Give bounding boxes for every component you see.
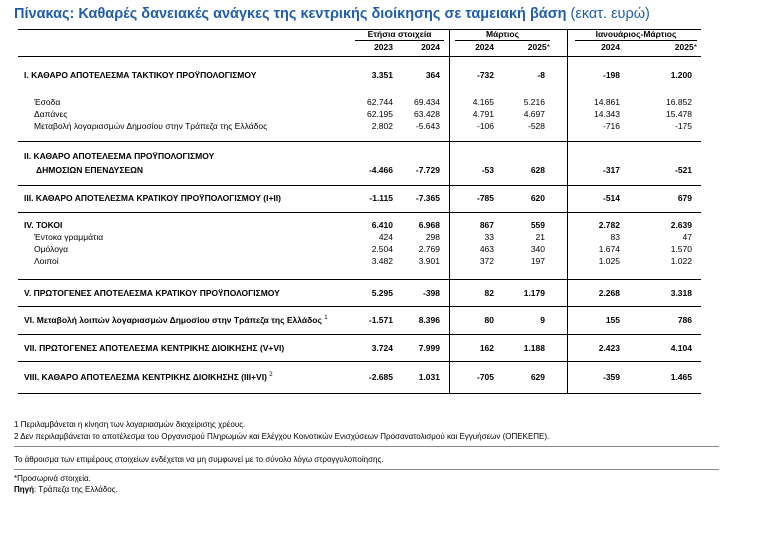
cell: -716 — [602, 121, 620, 131]
cell: 5.216 — [523, 97, 545, 107]
cell: -198 — [602, 70, 620, 80]
header-group-march: Μάρτιος — [455, 29, 550, 41]
cell: 867 — [479, 220, 494, 230]
cell: 14.343 — [594, 109, 620, 119]
cell: 559 — [530, 220, 545, 230]
cell: 3.901 — [418, 256, 440, 266]
cell: 197 — [530, 256, 545, 266]
cell: -5.643 — [415, 121, 440, 131]
footnote-2: 2 Δεν περιλαμβάνεται το αποτέλεσμα του Οργανισμού Πληρωμών και Ελέγχου Κοινοτικών Ενισχύσεων Προσανατολισμού και Εγγυήσεων (ΟΠΕΚΕΠΕ). — [14, 432, 550, 441]
cell: -785 — [476, 193, 494, 203]
cell: 3.482 — [371, 256, 393, 266]
row-label: Έντοκα γραμμάτια — [34, 232, 104, 242]
cell: 1.674 — [598, 244, 620, 254]
cell: 1.570 — [670, 244, 692, 254]
cell: -317 — [602, 165, 620, 175]
cell: -4.466 — [368, 165, 393, 175]
row-label: III. ΚΑΘΑΡΟ ΑΠΟΤΕΛΕΣΜΑ ΚΡΑΤΙΚΟΥ ΠΡΟΫΠΟΛΟΓΙΣΜΟΥ (I+II) — [24, 193, 281, 203]
cell: 1.188 — [523, 343, 545, 353]
column-separator — [449, 29, 450, 393]
row-label-text: VI. Μεταβολή λοιπών λογαριασμών Δημοσίου στην Τράπεζα της Ελλάδος — [24, 315, 322, 325]
source-label: Πηγή — [14, 485, 34, 494]
cell: 33 — [484, 232, 494, 242]
cell: 3.351 — [371, 70, 393, 80]
cell: 1.031 — [418, 372, 440, 382]
cell: 8.396 — [418, 315, 440, 325]
cell: 47 — [682, 232, 692, 242]
cell: -7.729 — [415, 165, 440, 175]
row-label — [24, 314, 328, 326]
cell: 2.504 — [371, 244, 393, 254]
notes-separator — [14, 446, 719, 447]
header-year: 2024 — [421, 42, 440, 52]
header-year: 2024 — [601, 42, 620, 52]
cell: 9 — [540, 315, 545, 325]
cell: -8 — [537, 70, 545, 80]
cell: -2.685 — [368, 372, 393, 382]
cell: -514 — [602, 193, 620, 203]
header-year-text: 2025 — [527, 42, 547, 52]
cell: -521 — [674, 165, 692, 175]
cell: 4.791 — [472, 109, 494, 119]
cell: -359 — [602, 372, 620, 382]
row-divider — [18, 306, 701, 307]
cell: 2.782 — [598, 220, 620, 230]
cell: 629 — [530, 372, 545, 382]
cell: 1.465 — [670, 372, 692, 382]
provisional-note: *Προσωρινά στοιχεία. — [14, 474, 91, 483]
cell: 15.478 — [666, 109, 692, 119]
cell: -1.115 — [369, 193, 393, 203]
cell: 298 — [425, 232, 440, 242]
cell: -175 — [674, 121, 692, 131]
header-year-text: 2025 — [674, 42, 694, 52]
cell: 628 — [530, 165, 545, 175]
row-divider — [18, 185, 701, 186]
title-unit: (εκατ. ευρώ) — [570, 6, 650, 22]
row-label: Μεταβολή λογαριασμών Δημοσίου στην Τράπεζα της Ελλάδος — [34, 121, 268, 131]
cell: 83 — [610, 232, 620, 242]
source-note — [14, 485, 118, 495]
header-group-jan-march: Ιανουάριος-Μάρτιος — [575, 29, 697, 41]
footnote-1: 1 Περιλαμβάνεται η κίνηση των λογαριασμών διαχείρισης χρέους. — [14, 420, 246, 429]
rounding-note: Το άθροισμα των επιμέρους στοιχείων ενδέχεται να μη συμφωνεί με το σύνολο λόγω στρογγυλοποίησης. — [14, 455, 384, 464]
cell: 14.861 — [594, 97, 620, 107]
row-label: Λοιποί — [34, 256, 59, 266]
row-label: VII. ΠΡΩΤΟΓΕΝΕΣ ΑΠΟΤΕΛΕΣΜΑ ΚΕΝΤΡΙΚΗΣ ΔΙΟΙΚΗΣΗΣ (V+VI) — [24, 343, 285, 353]
cell: 62.195 — [367, 109, 393, 119]
cell: 2.639 — [670, 220, 692, 230]
cell: 62.744 — [367, 97, 393, 107]
cell: 786 — [677, 315, 692, 325]
header-group-annual: Ετήσια στοιχεία — [355, 29, 444, 41]
cell: 1.025 — [598, 256, 620, 266]
header-bottom-rule — [18, 56, 701, 57]
row-label-line2: ΔΗΜΟΣΙΩΝ ΕΠΕΝΔΥΣΕΩΝ — [36, 165, 144, 175]
row-divider — [18, 361, 701, 362]
header-year-provisional: 2025* — [527, 42, 550, 52]
source-text: : Τράπεζα της Ελλάδος. — [34, 485, 118, 494]
row-divider — [18, 334, 701, 335]
row-label: Ομόλογα — [34, 244, 69, 254]
cell: 620 — [530, 193, 545, 203]
row-divider — [18, 212, 701, 213]
footnote-ref: 2 — [269, 372, 273, 378]
cell: 69.434 — [414, 97, 440, 107]
cell: -705 — [476, 372, 494, 382]
cell: 4.165 — [472, 97, 494, 107]
row-label-text: VIII. ΚΑΘΑΡΟ ΑΠΟΤΕΛΕΣΜΑ ΚΕΝΤΡΙΚΗΣ ΔΙΟΙΚΗΣΗΣ (III+VI) — [24, 372, 267, 382]
row-divider — [18, 141, 701, 142]
row-label: II. ΚΑΘΑΡΟ ΑΠΟΤΕΛΕΣΜΑ ΠΡΟΫΠΟΛΟΓΙΣΜΟΥ — [24, 151, 215, 161]
cell: -53 — [481, 165, 494, 175]
cell: 2.268 — [598, 288, 620, 298]
header-year: 2024 — [475, 42, 494, 52]
cell: 82 — [484, 288, 494, 298]
row-label: Έσοδα — [34, 97, 61, 107]
page-title — [14, 6, 774, 22]
cell: 4.104 — [670, 343, 692, 353]
cell: 155 — [605, 315, 620, 325]
cell: 5.295 — [371, 288, 393, 298]
notes-separator — [14, 469, 719, 470]
row-label — [24, 371, 273, 383]
cell: 424 — [378, 232, 393, 242]
cell: 21 — [535, 232, 545, 242]
title-text: Πίνακας: Καθαρές δανειακές ανάγκες της κεντρικής διοίκησης σε ταμειακή βάση — [14, 6, 567, 22]
cell: -1.571 — [368, 315, 393, 325]
table-bottom-rule — [18, 393, 701, 394]
header-year-provisional: 2025* — [674, 42, 697, 52]
cell: 372 — [479, 256, 494, 266]
cell: 1.179 — [523, 288, 545, 298]
cell: 63.428 — [414, 109, 440, 119]
row-label: IV. ΤΟΚΟΙ — [24, 220, 63, 230]
row-label: I. ΚΑΘΑΡΟ ΑΠΟΤΕΛΕΣΜΑ ΤΑΚΤΙΚΟΥ ΠΡΟΫΠΟΛΟΓΙΣΜΟΥ — [24, 70, 257, 80]
cell: 340 — [530, 244, 545, 254]
cell: 1.200 — [670, 70, 692, 80]
column-separator — [567, 29, 568, 393]
cell: -732 — [476, 70, 494, 80]
cell: 3.724 — [371, 343, 393, 353]
row-label: Δαπάνες — [34, 109, 68, 119]
cell: 2.802 — [371, 121, 393, 131]
cell: 2.769 — [418, 244, 440, 254]
cell: 4.697 — [523, 109, 545, 119]
cell: -528 — [527, 121, 545, 131]
header-year: 2023 — [374, 42, 393, 52]
cell: 364 — [425, 70, 440, 80]
cell: -7.365 — [415, 193, 440, 203]
cell: 7.999 — [418, 343, 440, 353]
cell: 3.318 — [670, 288, 692, 298]
cell: 2.423 — [598, 343, 620, 353]
cell: 162 — [479, 343, 494, 353]
footnote-ref: 1 — [324, 315, 328, 321]
row-label: V. ΠΡΩΤΟΓΕΝΕΣ ΑΠΟΤΕΛΕΣΜΑ ΚΡΑΤΙΚΟΥ ΠΡΟΫΠΟΛΟΓΙΣΜΟΥ — [24, 288, 280, 298]
cell: 1.022 — [670, 256, 692, 266]
cell: 16.852 — [666, 97, 692, 107]
cell: -398 — [422, 288, 440, 298]
cell: 80 — [484, 315, 494, 325]
cell: 6.968 — [418, 220, 440, 230]
cell: 6.410 — [371, 220, 393, 230]
row-divider — [18, 279, 701, 280]
cell: 463 — [479, 244, 494, 254]
cell: -106 — [476, 121, 494, 131]
cell: 679 — [677, 193, 692, 203]
